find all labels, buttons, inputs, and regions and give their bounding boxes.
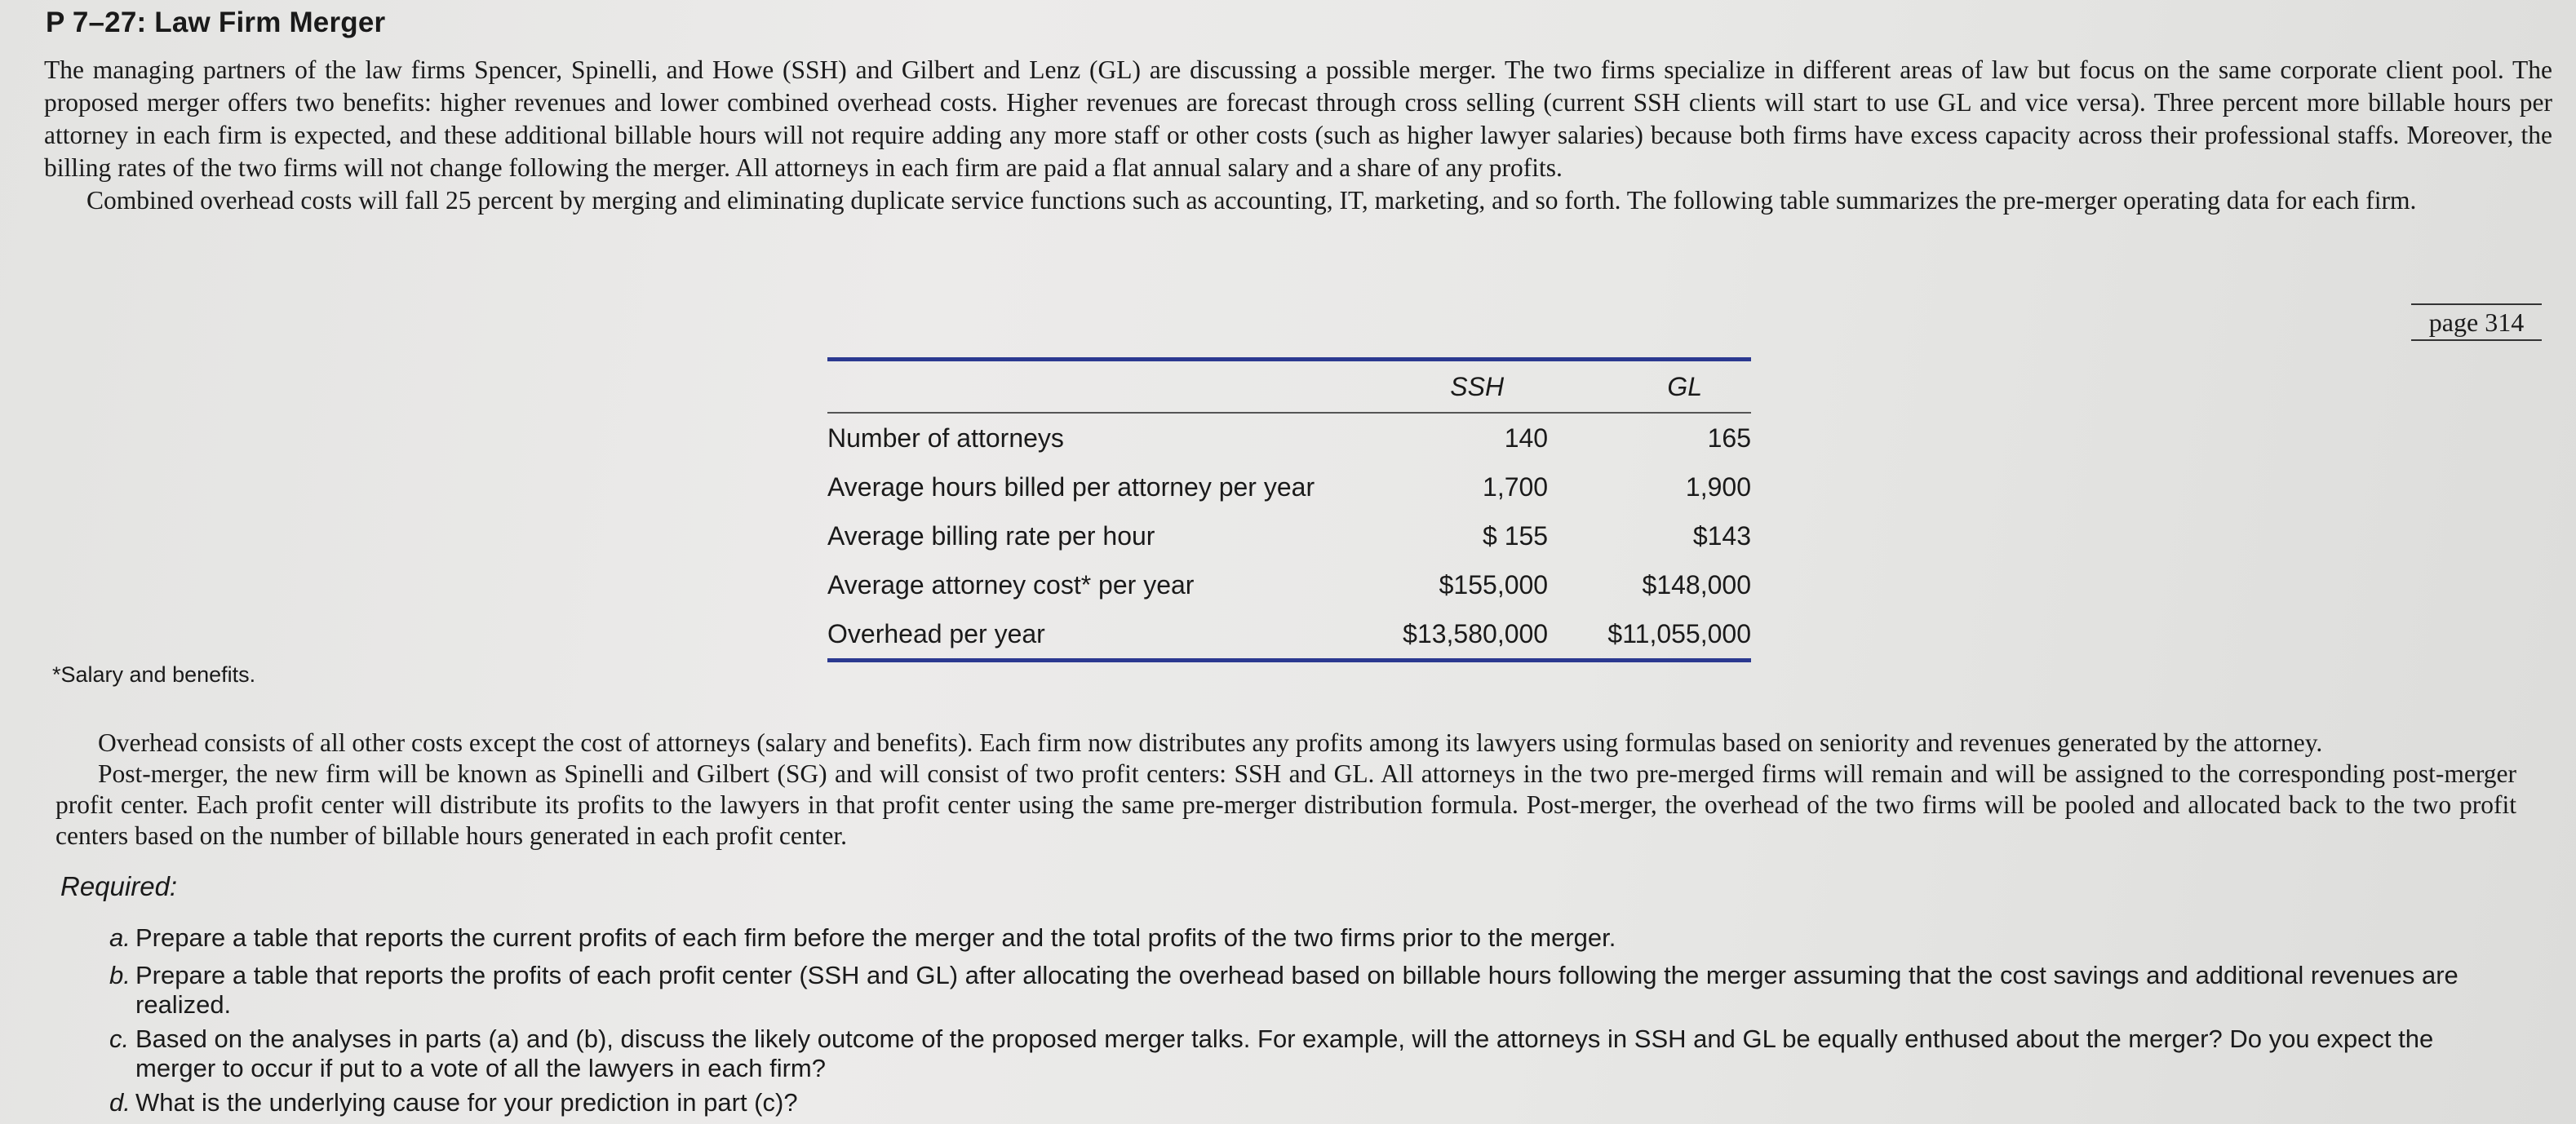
body-section <box>55 728 2516 852</box>
row-label: Overhead per year <box>827 618 1045 648</box>
gl-value: $143 <box>1692 520 1751 551</box>
table-row <box>827 511 1751 560</box>
row-label: Average hours billed per attorney per year <box>827 471 1315 502</box>
table-header-ssh: SSH <box>1450 371 1505 401</box>
gl-value: $148,000 <box>1642 569 1751 600</box>
table-footnote: *Salary and benefits. <box>52 662 256 687</box>
item-marker: d. <box>109 1088 131 1117</box>
row-label: Average billing rate per hour <box>827 520 1155 551</box>
list-item <box>109 923 2516 953</box>
row-label: Number of attorneys <box>827 423 1064 453</box>
list-item <box>109 1024 2516 1083</box>
pre-merger-data-table <box>827 357 1751 662</box>
row-label: Average attorney cost* per year <box>827 569 1195 600</box>
item-text: Based on the analyses in parts (a) and (b), discuss the likely outcome of the proposed merger talks. For example, will the attorneys in SSH and GL be equally enthused about the merger? Do you expect the merger to occur if put to a vote of all the lawyers in each firm? <box>135 1024 2434 1082</box>
item-marker: b. <box>109 961 131 989</box>
body-paragraph-1: Overhead consists of all other costs except the cost of attorneys (salary and benefits). Each firm now distributes any profits among its lawyers using formulas based on seniority and revenues generated by the attorney. <box>98 728 2323 757</box>
intro-paragraph-2: Combined overhead costs will fall 25 percent by merging and eliminating duplicate service functions such as accounting, IT, marketing, and so forth. The following table summarizes the pre-merger operating data for each firm. <box>86 186 2417 215</box>
table-header-row <box>827 360 1751 414</box>
ssh-value: 140 <box>1504 423 1549 453</box>
item-marker: c. <box>109 1024 130 1053</box>
problem-title: P 7–27: Law Firm Merger <box>46 7 386 38</box>
table-header-gl: GL <box>1667 371 1702 401</box>
intro-section <box>44 54 2552 217</box>
table-row <box>827 609 1751 661</box>
table-header-blank <box>827 360 1329 414</box>
item-text: What is the underlying cause for your prediction in part (c)? <box>135 1088 798 1117</box>
table-row <box>827 560 1751 609</box>
item-marker: a. <box>109 923 131 952</box>
item-text: Prepare a table that reports the profits of each profit center (SSH and GL) after allocating the overhead based on billable hours following the merger assuming that the cost savings and additional revenues are realized. <box>135 961 2459 1019</box>
required-list <box>109 923 2516 1122</box>
table-row <box>827 413 1751 462</box>
item-text: Prepare a table that reports the current profits of each firm before the merger and the total profits of the two firms prior to the merger. <box>135 923 1616 952</box>
ssh-value: $ 155 <box>1483 520 1549 551</box>
gl-value: $11,055,000 <box>1607 618 1751 648</box>
gl-value: 165 <box>1707 423 1751 453</box>
ssh-value: $13,580,000 <box>1403 618 1549 648</box>
page-reference: page 314 <box>2411 303 2542 341</box>
ssh-value: 1,700 <box>1483 471 1549 502</box>
list-item <box>109 961 2516 1020</box>
table-row <box>827 462 1751 511</box>
intro-paragraph-1: The managing partners of the law firms Spencer, Spinelli, and Howe (SSH) and Gilbert and Lenz (GL) are discussing a possible merger. The two firms specialize in different areas of law but focus on the same corporate client pool. The proposed merger offers two benefits: higher revenues and lower combined overhead costs. Higher revenues are forecast through cross selling (current SSH clients will start to use GL and vice versa). Three percent more billable hours per attorney in each firm is expected, and these additional billable hours will not require adding any more staff or other costs (such as higher lawyer salaries) because both firms have excess capacity across their professional staffs. Moreover, the billing rates of the two firms will not change following the merger. All attorneys in each firm are paid a flat annual salary and a share of any profits. <box>44 55 2552 182</box>
ssh-value: $155,000 <box>1439 569 1549 600</box>
gl-value: 1,900 <box>1685 471 1751 502</box>
list-item <box>109 1088 2516 1117</box>
required-heading: Required: <box>60 871 178 901</box>
body-paragraph-2: Post-merger, the new firm will be known as Spinelli and Gilbert (SG) and will consist of two profit centers: SSH and GL. All attorneys in the two pre-merged firms will remain and will be assigned to the corresponding post-merger profit center. Each profit center will distribute its profits to the lawyers in that profit center using the same pre-merger distribution formula. Post-merger, the overhead of the two firms will be pooled and allocated back to the two profit centers based on the number of billable hours generated in each profit center. <box>55 759 2516 850</box>
